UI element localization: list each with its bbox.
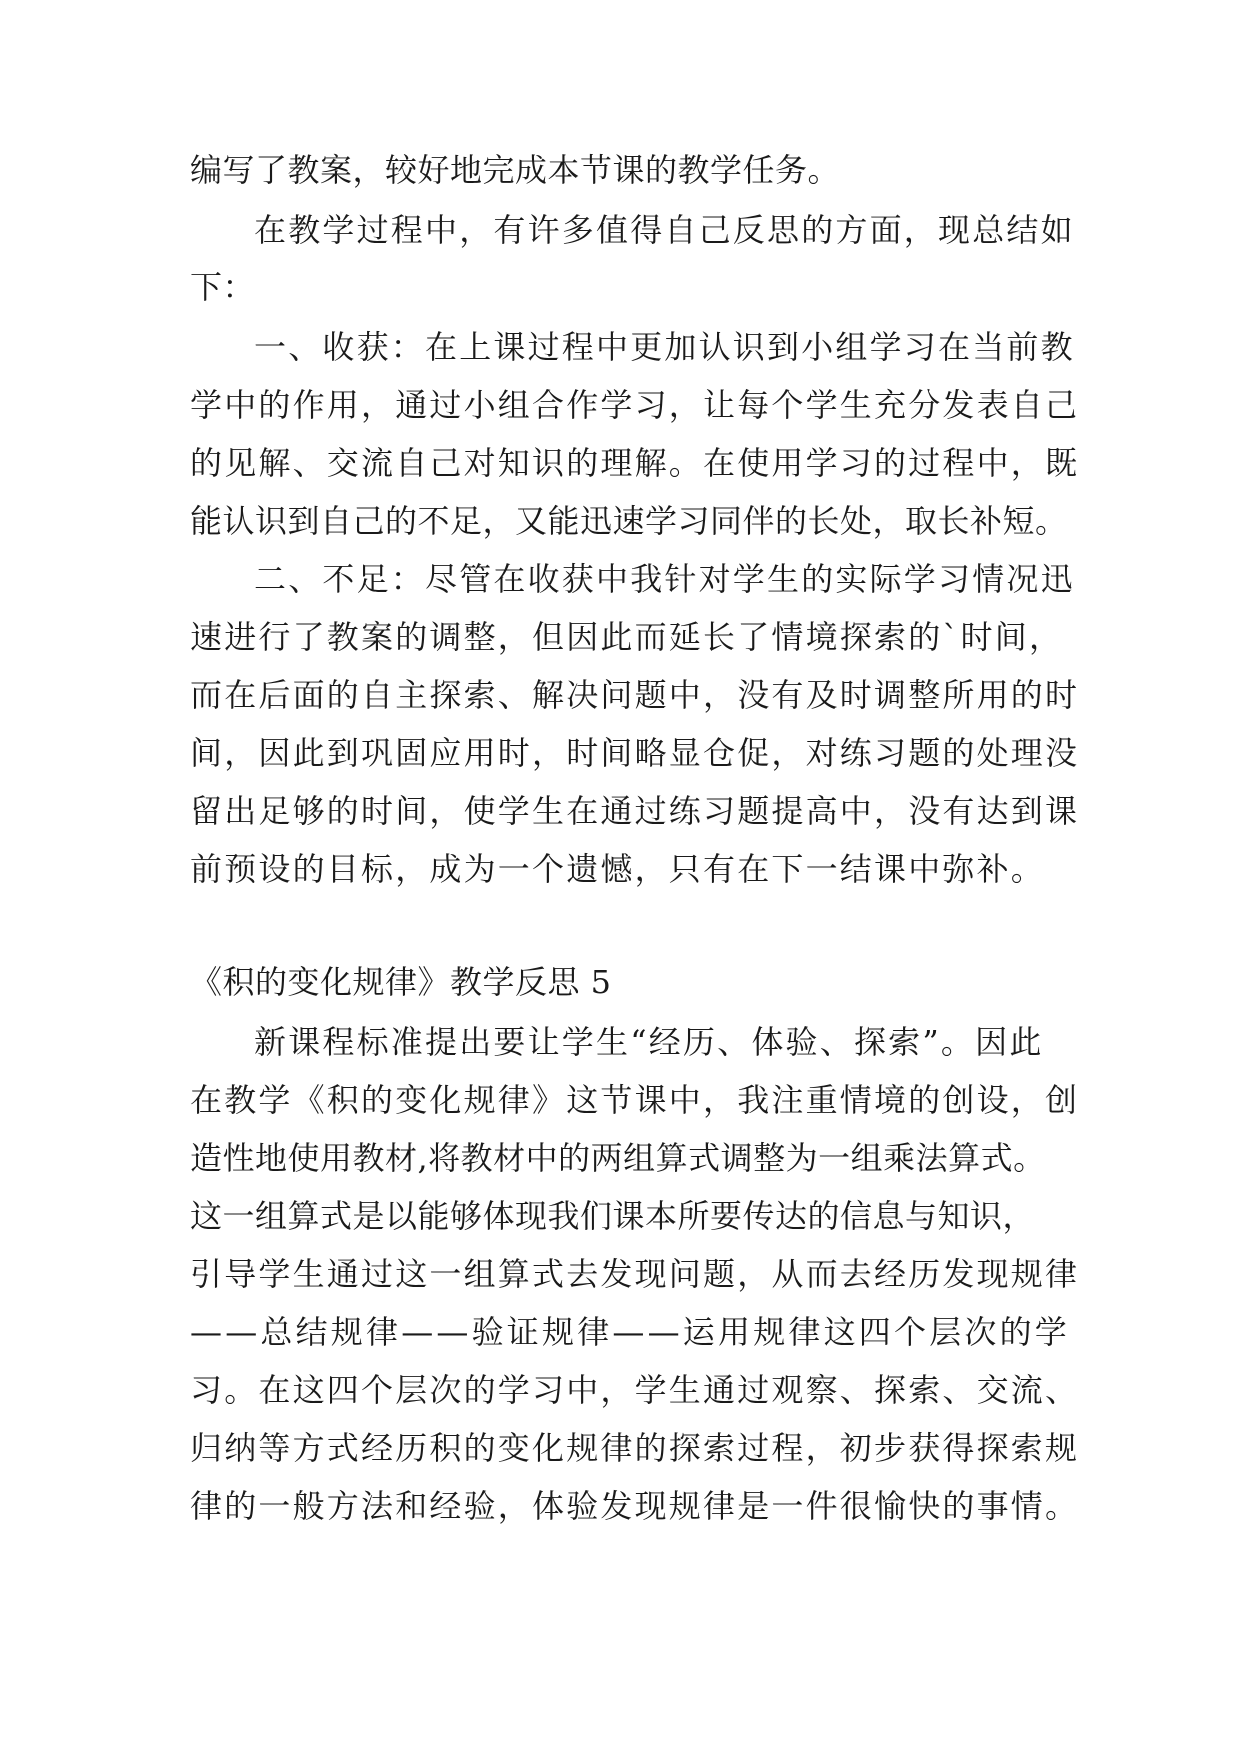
text-line-21: 习。在这四个层次的学习中，学生通过观察、探索、交流、 xyxy=(190,1371,1080,1409)
text-line-23: 律的一般方法和经验，体验发现规律是一件很愉快的事情。 xyxy=(190,1487,1080,1525)
text-line-10: 而在后面的自主探索、解决问题中，没有及时调整所用的时 xyxy=(190,676,1080,714)
section-heading: 《积的变化规律》教学反思 5 xyxy=(190,963,612,1001)
text-line-15: 新课程标准提出要让学生“经历、体验、探索”。因此 xyxy=(254,1023,1044,1061)
text-line-2: 在教学过程中，有许多值得自己反思的方面，现总结如 xyxy=(254,211,1075,249)
text-line-4: 一、收获：在上课过程中更加认识到小组学习在当前教 xyxy=(254,328,1075,366)
text-line-1: 编写了教案，较好地完成本节课的教学任务。 xyxy=(190,151,841,189)
text-line-20: ——总结规律——验证规律——运用规律这四个层次的学 xyxy=(190,1313,1071,1351)
text-line-9: 速进行了教案的调整，但因此而延长了情境探索的`时间， xyxy=(190,618,1064,656)
text-line-7: 能认识到自己的不足，又能迅速学习同伴的长处，取长补短。 xyxy=(190,502,1068,540)
text-line-18: 这一组算式是以能够体现我们课本所要传达的信息与知识， xyxy=(190,1197,1036,1235)
text-line-5: 学中的作用，通过小组合作学习，让每个学生充分发表自己 xyxy=(190,386,1080,424)
text-line-13: 前预设的目标，成为一个遗憾，只有在下一结课中弥补。 xyxy=(190,850,1046,888)
text-line-11: 间，因此到巩固应用时，时间略显仓促，对练习题的处理没 xyxy=(190,734,1080,772)
text-line-17: 造性地使用教材,将教材中的两组算式调整为一组乘法算式。 xyxy=(190,1139,1046,1177)
text-line-6: 的见解、交流自己对知识的理解。在使用学习的过程中，既 xyxy=(190,444,1080,482)
text-line-19: 引导学生通过这一组算式去发现问题，从而去经历发现规律 xyxy=(190,1255,1080,1293)
text-line-16: 在教学《积的变化规律》这节课中，我注重情境的创设，创 xyxy=(190,1081,1080,1119)
text-line-3: 下： xyxy=(190,268,256,306)
text-line-22: 归纳等方式经历积的变化规律的探索过程，初步获得探索规 xyxy=(190,1429,1080,1467)
text-line-8: 二、不足：尽管在收获中我针对学生的实际学习情况迅 xyxy=(254,560,1075,598)
text-line-12: 留出足够的时间，使学生在通过练习题提高中，没有达到课 xyxy=(190,792,1080,830)
